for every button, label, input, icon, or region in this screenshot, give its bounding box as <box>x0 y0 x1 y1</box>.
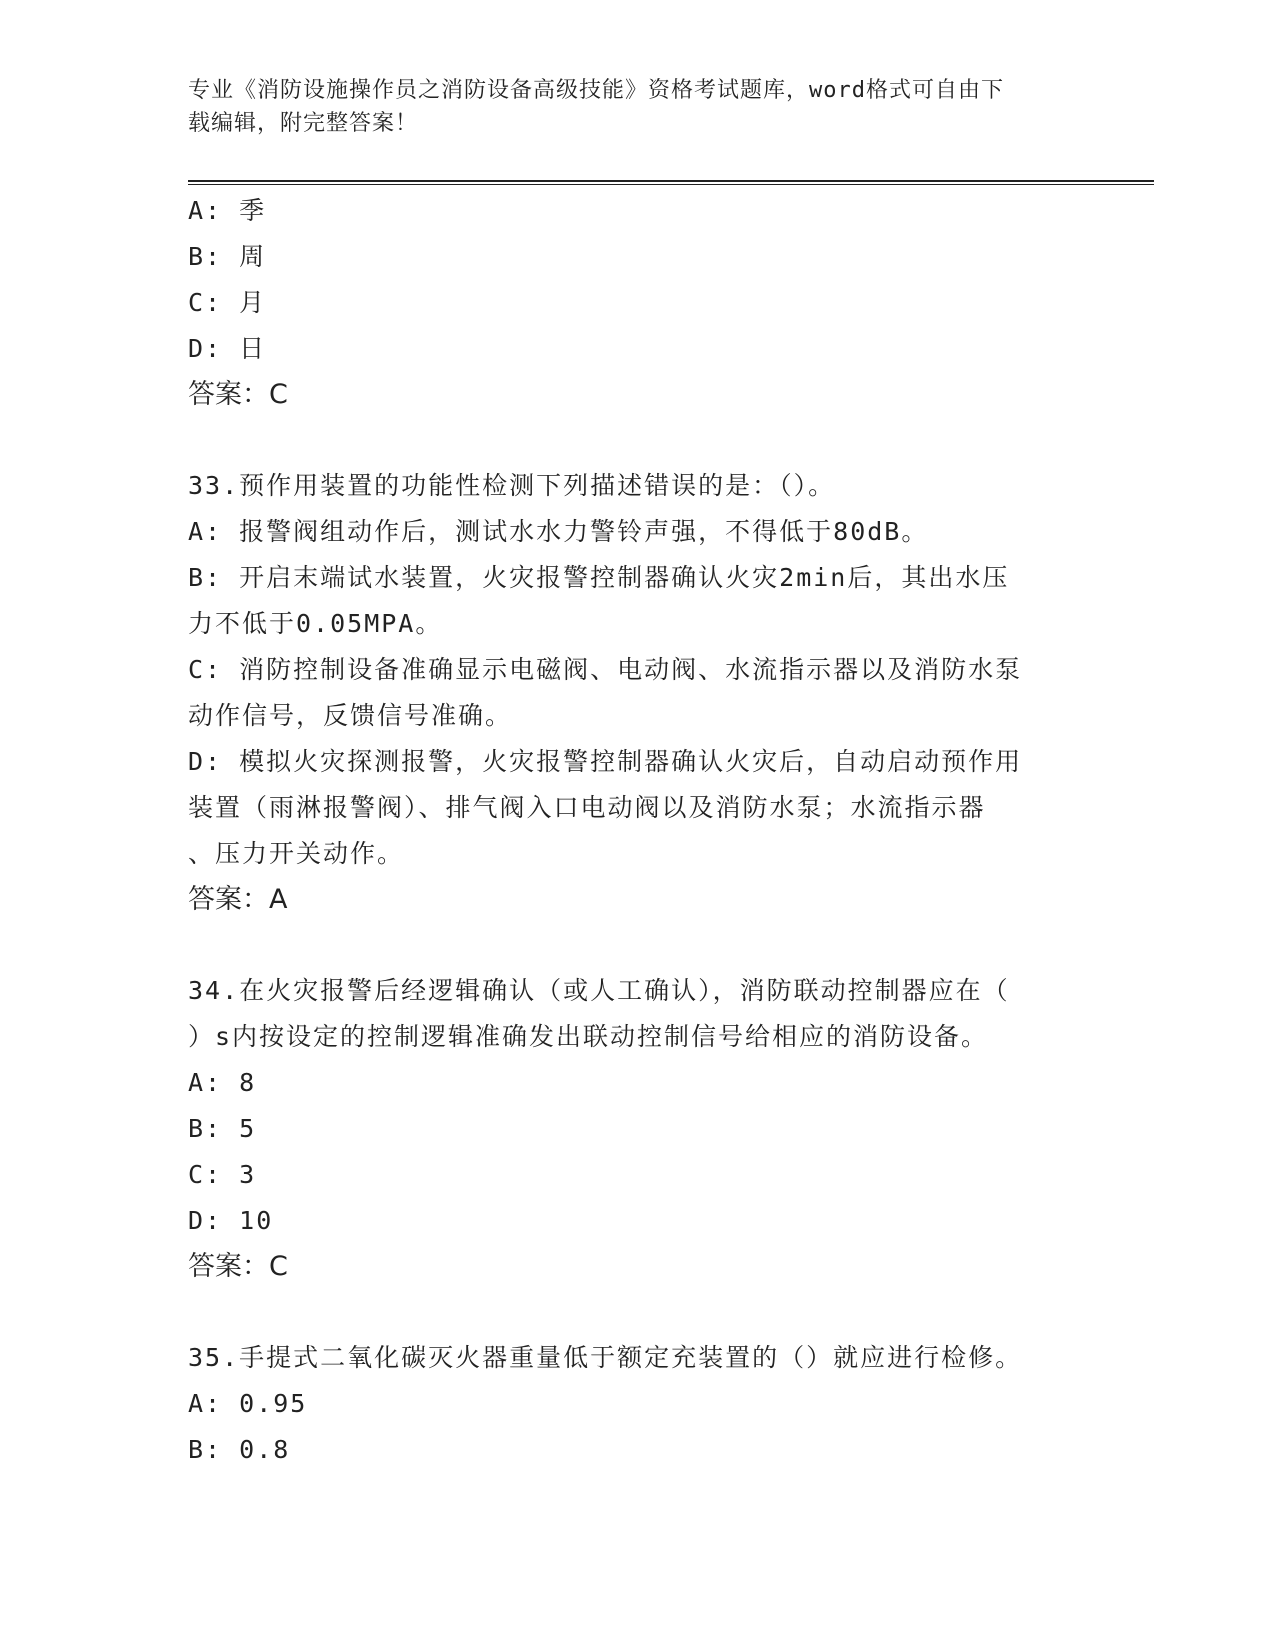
option-b: B: 周 <box>188 242 267 271</box>
question-list <box>188 188 1078 1473</box>
option-a: A: 8 <box>188 1068 257 1097</box>
header-title-line-1: 专业《消防设施操作员之消防设备高级技能》资格考试题库，word格式可自由下 <box>188 78 1004 103</box>
option-c: C: 3 <box>188 1160 257 1189</box>
answer: 答案：C <box>188 1251 288 1282</box>
option-d-line-2: 装置（雨淋报警阀）、排气阀入口电动阀以及消防水泵；水流指示器 <box>188 793 986 822</box>
option-a: A: 0.95 <box>188 1389 308 1418</box>
option-a: A: 报警阀组动作后，测试水水力警铃声强，不得低于80dB。 <box>188 517 929 546</box>
answer: 答案：A <box>188 884 288 915</box>
question-stem-line-1: 34.在火灾报警后经逻辑确认（或人工确认），消防联动控制器应在（ <box>188 976 1010 1005</box>
option-d: D: 日 <box>188 334 267 363</box>
option-b: B: 0.8 <box>188 1435 291 1464</box>
option-d-line-3: 、压力开关动作。 <box>188 839 405 868</box>
question-stem-line-2: ）s内按设定的控制逻辑准确发出联动控制信号给相应的消防设备。 <box>188 1022 989 1051</box>
option-b: B: 5 <box>188 1114 257 1143</box>
option-a: A: 季 <box>188 196 267 225</box>
option-b-line-1: B: 开启末端试水装置，火灾报警控制器确认火灾2min后，其出水压 <box>188 563 1010 592</box>
option-d-line-1: D: 模拟火灾探测报警，火灾报警控制器确认火灾后，自动启动预作用 <box>188 747 1023 776</box>
spacer <box>188 418 1078 463</box>
option-d: D: 10 <box>188 1206 274 1235</box>
spacer <box>188 1290 1078 1335</box>
question-34 <box>188 968 1078 1290</box>
question-stem: 33.预作用装置的功能性检测下列描述错误的是：（）。 <box>188 471 836 500</box>
header-divider-thin <box>188 184 1154 185</box>
question-32-tail <box>188 188 1078 418</box>
option-b-line-2: 力不低于0.05MPA。 <box>188 609 443 638</box>
option-c-line-2: 动作信号，反馈信号准确。 <box>188 701 513 730</box>
question-stem: 35.手提式二氧化碳灭火器重量低于额定充装置的（）就应进行检修。 <box>188 1343 1023 1372</box>
spacer <box>188 923 1078 968</box>
header-title-line-2: 载编辑，附完整答案！ <box>188 111 419 136</box>
question-35 <box>188 1335 1078 1473</box>
question-33 <box>188 463 1078 923</box>
option-c: C: 月 <box>188 288 267 317</box>
option-c-line-1: C: 消防控制设备准确显示电磁阀、电动阀、水流指示器以及消防水泵 <box>188 655 1023 684</box>
answer: 答案：C <box>188 379 288 410</box>
header-divider-thick <box>188 180 1154 182</box>
document-header <box>188 74 1068 140</box>
